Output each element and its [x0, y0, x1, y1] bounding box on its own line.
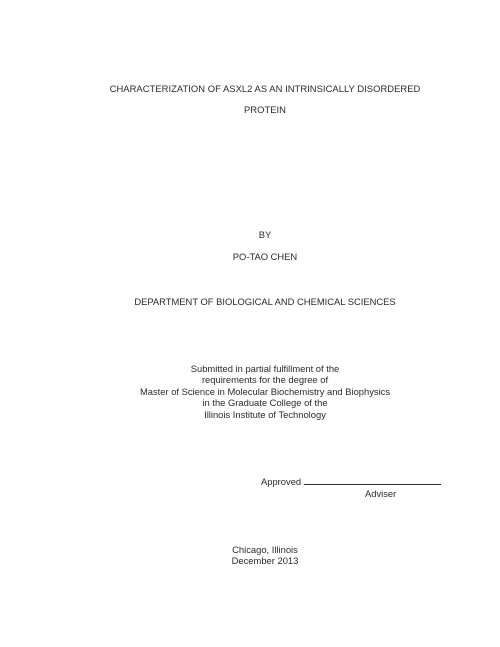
department-name: DEPARTMENT OF BIOLOGICAL AND CHEMICAL SCIENCES	[134, 296, 396, 307]
submission-line: in the Graduate College of the	[202, 397, 328, 409]
submission-line: Illinois Institute of Technology	[204, 408, 326, 420]
place: Chicago, Illinois	[232, 544, 298, 555]
submission-line: Master of Science in Molecular Biochemistry and Biophysics	[139, 385, 391, 397]
approved-label: Approved	[261, 476, 302, 487]
thesis-title-line-1: CHARACTERIZATION OF ASXL2 AS AN INTRINSICALLY DISORDERED	[109, 83, 421, 94]
date: December 2013	[231, 555, 299, 567]
author-name: PO-TAO CHEN	[232, 251, 298, 262]
adviser-label: Adviser	[365, 488, 397, 499]
signature-blank	[304, 476, 441, 485]
approval-line	[261, 476, 441, 488]
submission-line: requirements for the degree of	[201, 374, 329, 386]
submission-statement	[0, 363, 500, 420]
place-and-date	[0, 544, 500, 567]
by-label: BY	[258, 229, 272, 240]
thesis-title-line-2: PROTEIN	[243, 104, 287, 115]
submission-line: Submitted in partial fulfillment of the	[190, 363, 340, 374]
